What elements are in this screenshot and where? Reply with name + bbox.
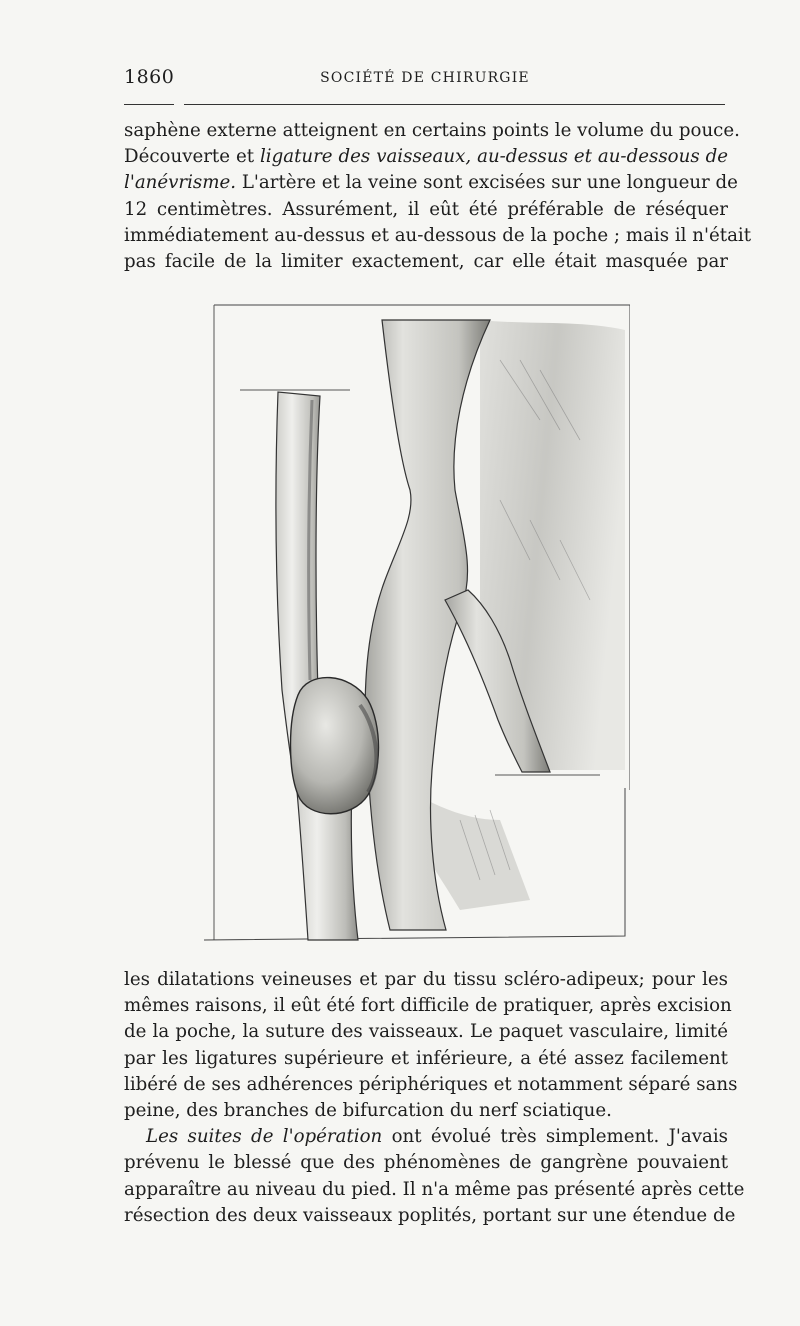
text-line: résection des deux vaisseaux poplités, portant sur une étendue de: [124, 1204, 736, 1226]
text-line: saphène externe atteignent en certains points le volume du pouce.: [124, 120, 740, 141]
text-line: les dilatations veineuses et par du tissu scléro-adipeux; pour les: [124, 969, 728, 990]
text-line: pas facile de la limiter exactement, car elle était masquée par: [124, 251, 728, 273]
text-line: prévenu le blessé que des phénomènes de gangrène pouvaient: [124, 1152, 728, 1174]
text-line: [124, 1124, 728, 1150]
text-line: par les ligatures supérieure et inférieure, a été assez facilement: [124, 1047, 728, 1069]
page-header: [124, 66, 726, 90]
engraving-illustration: [200, 300, 630, 945]
text-line: apparaître au niveau du pied. Il n'a même pas présenté après cette: [124, 1178, 745, 1200]
running-head: SOCIÉTÉ DE CHIRURGIE: [320, 70, 530, 86]
text-line: [124, 144, 728, 170]
text-run-italic: Les suites de l'opération: [146, 1126, 383, 1148]
page-number: 1860: [124, 66, 175, 88]
body-text-top: [124, 118, 752, 275]
aneurysm-sac: [291, 678, 379, 814]
text-line: peine, des branches de bifurcation du nerf sciatique.: [124, 1100, 612, 1122]
text-line: mêmes raisons, il eût été fort difficile de pratiquer, après excision: [124, 995, 732, 1017]
text-line: de la poche, la suture des vaisseaux. Le paquet vasculaire, limité: [124, 1021, 728, 1043]
anatomical-figure: [200, 300, 630, 945]
text-line: 12 centimètres. Assurément, il eût été préférable de réséquer: [124, 198, 728, 220]
text-run-italic: l'anévrisme.: [124, 172, 237, 194]
text-run: L'artère et la veine sont excisées sur une longueur de: [236, 172, 738, 194]
text-line: libéré de ses adhérences périphériques et notamment séparé sans: [124, 1073, 738, 1095]
body-text-bottom: [124, 967, 745, 1229]
header-rule: [184, 104, 725, 105]
text-line: immédiatement au-dessus et au-dessous de la poche ; mais il n'était: [124, 224, 752, 246]
text-line: [124, 170, 738, 196]
text-run-italic: ligature des vaisseaux, au-dessus et au-dessous de: [259, 146, 728, 168]
header-rule: [124, 104, 174, 105]
text-run: ont évolué très simplement. J'avais: [382, 1126, 728, 1148]
text-run: Découverte et: [124, 146, 260, 168]
